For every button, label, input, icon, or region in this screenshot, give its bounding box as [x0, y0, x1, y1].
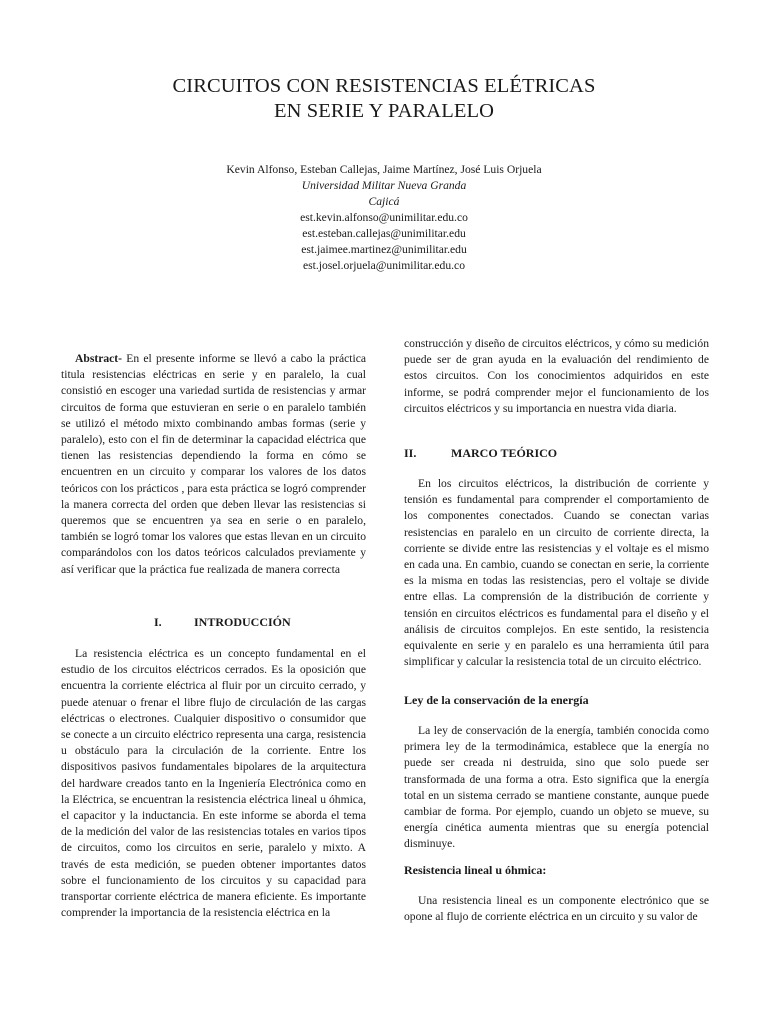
email-2: est.esteban.callejas@unimilitar.edu: [302, 227, 466, 240]
email-4: est.josel.orjuela@unimilitar.edu.co: [302, 259, 465, 272]
email-3: est.jaimee.martinez@unimilitar.edu: [301, 243, 467, 256]
intro-paragraph: La resistencia eléctrica es un concepto fundamental en el estudio de los circuitos eléctricos cerrados. Es la oposición que encuentra la corriente eléctrica al fluir por un circuito cerrado, y puede atenuar o frenar el libre flujo de circulación de las cargas eléctricas o electrones. Cualquier dispositivo o consumidor que se conecte a un circuito eléctrico representa una carga, resistencia u obstáculo para la circulación de la corriente. Entre los dispositivos pasivos fundamentales bipolares de la arquitectura del hardware creados tanto en la Ingeniería Electrónica como en la Eléctrica, se encuentran la resistencia eléctrica lineal u óhmica, el capacitor y la inductancia. En este informe se aborda el tema de la medición del valor de las resistencias totales en varios tipos de circuitos, como los circuitos en serie, paralelo y mixto. A través de esta medición, se pueden obtener importantes datos sobre el funcionamiento de los circuitos y su capacidad para transportar corriente eléctrica de manera eficiente. Es importante comprender la importancia de la resistencia eléctrica en la: [61, 647, 366, 920]
section-heading-intro: [154, 614, 374, 630]
abstract-label: Abstract-: [75, 352, 123, 365]
section-number: I.: [154, 615, 162, 629]
abstract-text: En el presente informe se llevó a cabo la práctica titula resistencias eléctricas en serie y en paralelo, la cual consistió en escoger una variedad surtida de resistencias y armar circuitos de forma que estuvieran en serie o en paralelo también se utilizó el método mixto combinando ambas formas (serie y paralelo), esto con el fin de determinar la capacidad eléctrica que tienen las resistencias dependiendo la forma en cómo se encuentren en un circuito y comparar los valores de los datos teóricos con los prácticos , para esta práctica se logró comprender la manera correcta del orden que deben llevar las resistencias si queremos que se encuentren ya sea en serie o en paralelo, también se logró tomar los valores que estas llevan en un circuito comparándolos con los datos teóricos calculados previamente y así verificar que la práctica fue realizada de manera correcta: [61, 352, 366, 576]
marco-paragraph: En los circuitos eléctricos, la distribución de corriente y tensión es fundamental para comprender el comportamiento de los componentes conectados. Cuando se conectan varias resistencias en paralelo en un circuito de corriente directa, la corriente se divide entre las resistencias y el voltaje es el mismo en cada una. En cambio, cuando se conectan en serie, la corriente es la misma en todas las resistencias, pero el voltaje se divide entre ellas. La comprensión de la distribución de corriente y tensión en circuitos eléctricos es fundamental para el diseño y el análisis de circuitos complejos. En este sentido, la resistencia equivalente en serie y en paralelo es una herramienta útil para simplificar y calcular la resistencia total de un circuito eléctrico.: [404, 477, 709, 669]
city: Cajicá: [368, 195, 400, 208]
paper-title: [0, 74, 768, 124]
lineal-paragraph: Una resistencia lineal es un componente electrónico que se opone al flujo de corriente eléctrica en un circuito y su valor de: [404, 894, 709, 924]
email-1: est.kevin.alfonso@unimilitar.edu.co: [300, 211, 468, 224]
subheading-lineal: Resistencia lineal u óhmica:: [404, 863, 547, 877]
section-title: MARCO TEÓRICO: [451, 446, 558, 460]
author-block: [0, 162, 768, 274]
ley-paragraph: La ley de conservación de la energía, también conocida como primera ley de la termodinámica, establece que la energía no puede ser creada ni destruida, sino que solo puede ser transformada de una forma a otra. Esto significa que la energía total en un sistema cerrado se mantiene constante, aunque puede cambiar de forma. Por ejemplo, cuando un objeto se mueve, su energía cinética aumenta mientras que su energía potencial disminuye.: [404, 724, 709, 851]
subheading-ley: Ley de la conservación de la energía: [404, 693, 589, 707]
section-number: II.: [404, 446, 417, 460]
title-line-2: EN SERIE Y PARALELO: [273, 100, 494, 122]
section-title: INTRODUCCIÓN: [194, 615, 291, 629]
affiliation: Universidad Militar Nueva Granda: [301, 179, 467, 192]
abstract: [61, 351, 366, 578]
intro-continuation: construcción y diseño de circuitos eléctricos, y cómo su medición puede ser de gran ayuda en la evaluación del rendimiento de estos circuitos. Con los conocimientos adquiridos en este informe, se podrá comprender mejor el funcionamiento de los circuitos eléctricos y su importancia en nuestra vida diaria.: [404, 337, 709, 415]
author-names: Kevin Alfonso, Esteban Callejas, Jaime Martínez, José Luis Orjuela: [226, 163, 542, 176]
title-line-1: CIRCUITOS CON RESISTENCIAS ELÉTRICAS: [172, 75, 596, 97]
section-heading-marco: [404, 445, 709, 461]
